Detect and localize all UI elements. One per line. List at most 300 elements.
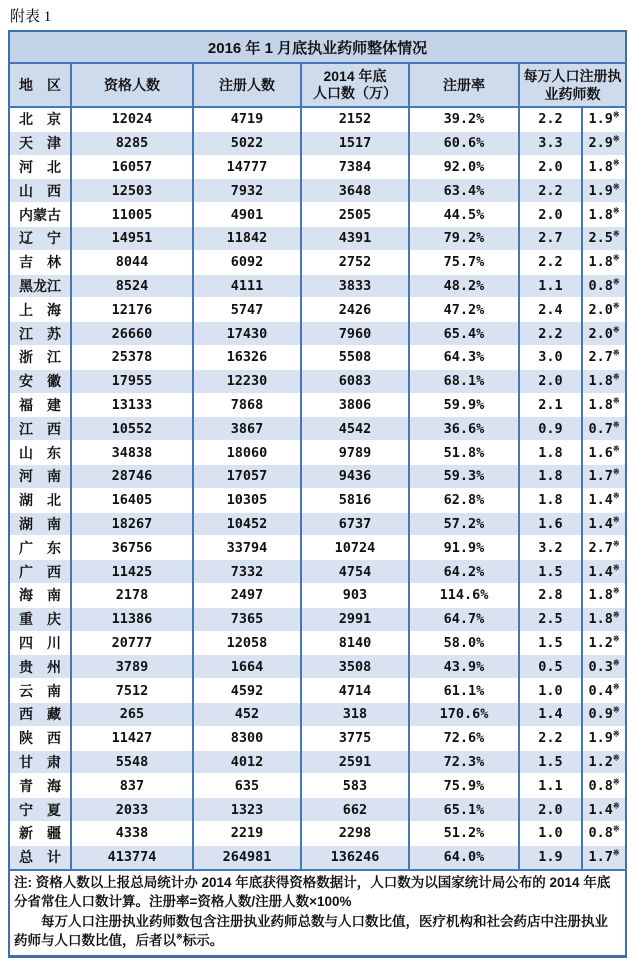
per10k-total-cell: 1.0 bbox=[519, 821, 582, 845]
store-mark: ※ bbox=[612, 229, 620, 239]
per10k-store-cell: 1.4※ bbox=[582, 798, 626, 822]
per10k-store-cell: 1.8※ bbox=[582, 250, 626, 274]
population-cell: 7384 bbox=[301, 155, 409, 179]
store-mark: ※ bbox=[612, 182, 620, 192]
table-row bbox=[9, 631, 626, 655]
store-mark: ※ bbox=[612, 277, 620, 287]
registered-cell: 14777 bbox=[193, 155, 301, 179]
population-cell: 903 bbox=[301, 583, 409, 607]
qualified-cell: 8044 bbox=[71, 250, 193, 274]
population-cell: 8140 bbox=[301, 631, 409, 655]
qualified-cell: 11005 bbox=[71, 203, 193, 227]
registered-cell: 452 bbox=[193, 702, 301, 726]
qualified-cell: 36756 bbox=[71, 536, 193, 560]
registered-cell: 4719 bbox=[193, 107, 301, 131]
qualified-cell: 5548 bbox=[71, 750, 193, 774]
rate-cell: 68.1% bbox=[409, 369, 519, 393]
registered-cell: 11842 bbox=[193, 226, 301, 250]
registered-cell: 4901 bbox=[193, 203, 301, 227]
registered-cell: 12230 bbox=[193, 369, 301, 393]
region-cell: 陕 西 bbox=[9, 726, 71, 750]
population-cell: 2505 bbox=[301, 203, 409, 227]
per10k-total-cell: 2.2 bbox=[519, 179, 582, 203]
population-cell: 4754 bbox=[301, 560, 409, 584]
table-row bbox=[9, 845, 626, 869]
col-header-per10k: 每万人口注册执业药师数 bbox=[519, 63, 626, 107]
qualified-cell: 11427 bbox=[71, 726, 193, 750]
rate-cell: 65.4% bbox=[409, 322, 519, 346]
qualified-cell: 12503 bbox=[71, 179, 193, 203]
rate-cell: 91.9% bbox=[409, 536, 519, 560]
qualified-cell: 17955 bbox=[71, 369, 193, 393]
per10k-total-cell: 3.0 bbox=[519, 345, 582, 369]
qualified-cell: 11425 bbox=[71, 560, 193, 584]
population-cell: 2152 bbox=[301, 107, 409, 131]
per10k-total-cell: 0.5 bbox=[519, 655, 582, 679]
per10k-total-cell: 2.2 bbox=[519, 726, 582, 750]
footnote bbox=[9, 870, 626, 957]
per10k-store-cell: 0.8※ bbox=[582, 774, 626, 798]
per10k-store-cell: 1.9※ bbox=[582, 179, 626, 203]
store-mark: ※ bbox=[612, 444, 620, 454]
rate-cell: 51.2% bbox=[409, 821, 519, 845]
population-cell: 2426 bbox=[301, 298, 409, 322]
rate-cell: 44.5% bbox=[409, 203, 519, 227]
population-cell: 9789 bbox=[301, 441, 409, 465]
registered-cell: 17057 bbox=[193, 464, 301, 488]
per10k-store-cell: 1.9※ bbox=[582, 726, 626, 750]
footnote-para2-tail: 标示。 bbox=[182, 933, 224, 948]
region-cell: 福 建 bbox=[9, 393, 71, 417]
table-row bbox=[9, 536, 626, 560]
region-cell: 浙 江 bbox=[9, 345, 71, 369]
store-mark: ※ bbox=[612, 539, 620, 549]
population-cell: 6083 bbox=[301, 369, 409, 393]
region-cell: 江 西 bbox=[9, 417, 71, 441]
per10k-store-cell: 2.5※ bbox=[582, 226, 626, 250]
rate-cell: 75.7% bbox=[409, 250, 519, 274]
store-mark: ※ bbox=[612, 610, 620, 620]
qualified-cell: 34838 bbox=[71, 441, 193, 465]
registered-cell: 4592 bbox=[193, 679, 301, 703]
region-cell: 云 南 bbox=[9, 679, 71, 703]
table-row bbox=[9, 726, 626, 750]
table-row bbox=[9, 655, 626, 679]
col-header-population bbox=[301, 63, 409, 107]
store-mark: ※ bbox=[612, 801, 620, 810]
region-cell: 重 庆 bbox=[9, 607, 71, 631]
table-row bbox=[9, 226, 626, 250]
store-mark: ※ bbox=[612, 396, 620, 406]
per10k-total-cell: 0.9 bbox=[519, 417, 582, 441]
rate-cell: 61.1% bbox=[409, 679, 519, 703]
region-cell: 贵 州 bbox=[9, 655, 71, 679]
per10k-total-cell: 2.4 bbox=[519, 298, 582, 322]
table-row bbox=[9, 679, 626, 703]
population-cell: 136246 bbox=[301, 845, 409, 869]
store-mark: ※ bbox=[612, 848, 620, 858]
region-cell: 海 南 bbox=[9, 583, 71, 607]
population-cell: 3508 bbox=[301, 655, 409, 679]
per10k-store-cell: 2.7※ bbox=[582, 536, 626, 560]
registered-cell: 3867 bbox=[193, 417, 301, 441]
table-row bbox=[9, 179, 626, 203]
rate-cell: 65.1% bbox=[409, 798, 519, 822]
per10k-total-cell: 2.5 bbox=[519, 607, 582, 631]
per10k-total-cell: 2.0 bbox=[519, 369, 582, 393]
per10k-total-cell: 2.0 bbox=[519, 798, 582, 822]
region-cell: 辽 宁 bbox=[9, 226, 71, 250]
registered-cell: 5022 bbox=[193, 131, 301, 155]
table-row bbox=[9, 750, 626, 774]
region-cell: 吉 林 bbox=[9, 250, 71, 274]
registered-cell: 2219 bbox=[193, 821, 301, 845]
region-cell: 湖 南 bbox=[9, 512, 71, 536]
col-header-rate: 注册率 bbox=[409, 63, 519, 107]
qualified-cell: 265 bbox=[71, 702, 193, 726]
col-header-population-line1: 2014 年底 bbox=[323, 68, 387, 84]
population-cell: 3648 bbox=[301, 179, 409, 203]
qualified-cell: 8524 bbox=[71, 274, 193, 298]
per10k-store-cell: 1.6※ bbox=[582, 441, 626, 465]
region-cell: 安 徽 bbox=[9, 369, 71, 393]
table-row bbox=[9, 821, 626, 845]
per10k-total-cell: 3.2 bbox=[519, 536, 582, 560]
population-cell: 5508 bbox=[301, 345, 409, 369]
table-row bbox=[9, 155, 626, 179]
qualified-cell: 837 bbox=[71, 774, 193, 798]
col-header-registered: 注册人数 bbox=[193, 63, 301, 107]
region-cell: 天 津 bbox=[9, 131, 71, 155]
registered-cell: 17430 bbox=[193, 322, 301, 346]
table-row bbox=[9, 298, 626, 322]
footnote-para2 bbox=[14, 912, 621, 951]
qualified-cell: 26660 bbox=[71, 322, 193, 346]
qualified-cell: 4338 bbox=[71, 821, 193, 845]
per10k-store-cell: 0.3※ bbox=[582, 655, 626, 679]
per10k-total-cell: 1.4 bbox=[519, 702, 582, 726]
qualified-cell: 14951 bbox=[71, 226, 193, 250]
pharmacist-stats-table bbox=[8, 30, 627, 958]
population-cell: 3775 bbox=[301, 726, 409, 750]
qualified-cell: 16057 bbox=[71, 155, 193, 179]
region-cell: 青 海 bbox=[9, 774, 71, 798]
per10k-store-cell: 1.4※ bbox=[582, 560, 626, 584]
registered-cell: 5747 bbox=[193, 298, 301, 322]
region-cell: 宁 夏 bbox=[9, 798, 71, 822]
population-cell: 10724 bbox=[301, 536, 409, 560]
store-mark: ※ bbox=[612, 372, 620, 382]
registered-cell: 1664 bbox=[193, 655, 301, 679]
region-cell: 四 川 bbox=[9, 631, 71, 655]
population-cell: 3806 bbox=[301, 393, 409, 417]
per10k-total-cell: 1.0 bbox=[519, 679, 582, 703]
population-cell: 4391 bbox=[301, 226, 409, 250]
col-header-qualified: 资格人数 bbox=[71, 63, 193, 107]
region-cell: 江 苏 bbox=[9, 322, 71, 346]
registered-cell: 16326 bbox=[193, 345, 301, 369]
rate-cell: 57.2% bbox=[409, 512, 519, 536]
per10k-total-cell: 2.2 bbox=[519, 322, 582, 346]
per10k-store-cell: 1.8※ bbox=[582, 607, 626, 631]
per10k-total-cell: 1.5 bbox=[519, 631, 582, 655]
rate-cell: 48.2% bbox=[409, 274, 519, 298]
qualified-cell: 11386 bbox=[71, 607, 193, 631]
table-row bbox=[9, 488, 626, 512]
table-row bbox=[9, 607, 626, 631]
col-header-population-line2: 人口数（万） bbox=[313, 85, 397, 101]
rate-cell: 51.8% bbox=[409, 441, 519, 465]
footnote-mark: ※ bbox=[176, 932, 183, 942]
per10k-total-cell: 2.8 bbox=[519, 583, 582, 607]
table-body bbox=[9, 107, 626, 870]
per10k-total-cell: 1.1 bbox=[519, 774, 582, 798]
rate-cell: 75.9% bbox=[409, 774, 519, 798]
registered-cell: 7932 bbox=[193, 179, 301, 203]
per10k-total-cell: 2.0 bbox=[519, 155, 582, 179]
region-cell: 上 海 bbox=[9, 298, 71, 322]
registered-cell: 8300 bbox=[193, 726, 301, 750]
table-row bbox=[9, 798, 626, 822]
region-cell: 新 疆 bbox=[9, 821, 71, 845]
qualified-cell: 12024 bbox=[71, 107, 193, 131]
per10k-total-cell: 2.1 bbox=[519, 393, 582, 417]
rate-cell: 72.6% bbox=[409, 726, 519, 750]
rate-cell: 47.2% bbox=[409, 298, 519, 322]
qualified-cell: 13133 bbox=[71, 393, 193, 417]
qualified-cell: 20777 bbox=[71, 631, 193, 655]
registered-cell: 4012 bbox=[193, 750, 301, 774]
per10k-store-cell: 1.2※ bbox=[582, 750, 626, 774]
table-row bbox=[9, 107, 626, 131]
qualified-cell: 25378 bbox=[71, 345, 193, 369]
region-cell: 总 计 bbox=[9, 845, 71, 869]
rate-cell: 36.6% bbox=[409, 417, 519, 441]
store-mark: ※ bbox=[612, 301, 620, 311]
qualified-cell: 2033 bbox=[71, 798, 193, 822]
region-cell: 广 东 bbox=[9, 536, 71, 560]
store-mark: ※ bbox=[612, 586, 620, 596]
per10k-store-cell: 0.8※ bbox=[582, 274, 626, 298]
region-cell: 广 西 bbox=[9, 560, 71, 584]
table-row bbox=[9, 512, 626, 536]
population-cell: 7960 bbox=[301, 322, 409, 346]
store-mark: ※ bbox=[612, 515, 620, 525]
population-cell: 6737 bbox=[301, 512, 409, 536]
region-cell: 湖 北 bbox=[9, 488, 71, 512]
qualified-cell: 3789 bbox=[71, 655, 193, 679]
registered-cell: 7868 bbox=[193, 393, 301, 417]
population-cell: 583 bbox=[301, 774, 409, 798]
qualified-cell: 8285 bbox=[71, 131, 193, 155]
store-mark: ※ bbox=[612, 420, 620, 430]
population-cell: 1517 bbox=[301, 131, 409, 155]
per10k-store-cell: 1.8※ bbox=[582, 155, 626, 179]
region-cell: 山 东 bbox=[9, 441, 71, 465]
population-cell: 4542 bbox=[301, 417, 409, 441]
table-row bbox=[9, 274, 626, 298]
rate-cell: 72.3% bbox=[409, 750, 519, 774]
region-cell: 山 西 bbox=[9, 179, 71, 203]
table-row bbox=[9, 345, 626, 369]
store-mark: ※ bbox=[612, 658, 620, 668]
table-row bbox=[9, 203, 626, 227]
qualified-cell: 28746 bbox=[71, 464, 193, 488]
store-mark: ※ bbox=[612, 705, 620, 715]
rate-cell: 39.2% bbox=[409, 107, 519, 131]
rate-cell: 92.0% bbox=[409, 155, 519, 179]
registered-cell: 10452 bbox=[193, 512, 301, 536]
qualified-cell: 2178 bbox=[71, 583, 193, 607]
region-cell: 河 南 bbox=[9, 464, 71, 488]
table-row bbox=[9, 393, 626, 417]
table-row bbox=[9, 464, 626, 488]
table-title: 2016 年 1 月底执业药师整体情况 bbox=[9, 31, 626, 63]
table-row bbox=[9, 369, 626, 393]
per10k-total-cell: 1.6 bbox=[519, 512, 582, 536]
registered-cell: 635 bbox=[193, 774, 301, 798]
table-row bbox=[9, 131, 626, 155]
col-header-region: 地 区 bbox=[9, 63, 71, 107]
population-cell: 318 bbox=[301, 702, 409, 726]
rate-cell: 64.3% bbox=[409, 345, 519, 369]
population-cell: 3833 bbox=[301, 274, 409, 298]
table-header-row bbox=[9, 63, 626, 107]
registered-cell: 10305 bbox=[193, 488, 301, 512]
population-cell: 2752 bbox=[301, 250, 409, 274]
store-mark: ※ bbox=[612, 777, 620, 787]
region-cell: 河 北 bbox=[9, 155, 71, 179]
population-cell: 2991 bbox=[301, 607, 409, 631]
population-cell: 4714 bbox=[301, 679, 409, 703]
rate-cell: 59.3% bbox=[409, 464, 519, 488]
store-mark: ※ bbox=[612, 491, 620, 501]
registered-cell: 4111 bbox=[193, 274, 301, 298]
per10k-store-cell: 0.8※ bbox=[582, 821, 626, 845]
rate-cell: 62.8% bbox=[409, 488, 519, 512]
store-mark: ※ bbox=[612, 729, 620, 739]
region-cell: 北 京 bbox=[9, 107, 71, 131]
registered-cell: 7365 bbox=[193, 607, 301, 631]
store-mark: ※ bbox=[612, 134, 620, 144]
table-row bbox=[9, 322, 626, 346]
per10k-total-cell: 3.3 bbox=[519, 131, 582, 155]
registered-cell: 7332 bbox=[193, 560, 301, 584]
per10k-store-cell: 2.0※ bbox=[582, 322, 626, 346]
per10k-total-cell: 1.1 bbox=[519, 274, 582, 298]
table-row bbox=[9, 774, 626, 798]
rate-cell: 114.6% bbox=[409, 583, 519, 607]
store-mark: ※ bbox=[612, 253, 620, 263]
table-row bbox=[9, 250, 626, 274]
per10k-total-cell: 1.5 bbox=[519, 750, 582, 774]
region-cell: 甘 肃 bbox=[9, 750, 71, 774]
population-cell: 2591 bbox=[301, 750, 409, 774]
per10k-total-cell: 2.0 bbox=[519, 203, 582, 227]
per10k-store-cell: 1.7※ bbox=[582, 845, 626, 869]
store-mark: ※ bbox=[612, 824, 620, 834]
table-row bbox=[9, 560, 626, 584]
rate-cell: 64.7% bbox=[409, 607, 519, 631]
per10k-total-cell: 1.8 bbox=[519, 488, 582, 512]
table-row bbox=[9, 441, 626, 465]
store-mark: ※ bbox=[612, 682, 620, 692]
population-cell: 2298 bbox=[301, 821, 409, 845]
per10k-store-cell: 1.7※ bbox=[582, 464, 626, 488]
per10k-total-cell: 1.8 bbox=[519, 464, 582, 488]
region-cell: 内蒙古 bbox=[9, 203, 71, 227]
per10k-store-cell: 1.4※ bbox=[582, 512, 626, 536]
rate-cell: 60.6% bbox=[409, 131, 519, 155]
per10k-store-cell: 1.2※ bbox=[582, 631, 626, 655]
registered-cell: 264981 bbox=[193, 845, 301, 869]
region-cell: 黑龙江 bbox=[9, 274, 71, 298]
store-mark: ※ bbox=[612, 325, 620, 335]
store-mark: ※ bbox=[612, 158, 620, 168]
per10k-store-cell: 0.9※ bbox=[582, 702, 626, 726]
region-cell: 西 藏 bbox=[9, 702, 71, 726]
per10k-store-cell: 0.7※ bbox=[582, 417, 626, 441]
per10k-store-cell: 1.4※ bbox=[582, 488, 626, 512]
store-mark: ※ bbox=[612, 206, 620, 216]
per10k-store-cell: 2.7※ bbox=[582, 345, 626, 369]
per10k-total-cell: 1.9 bbox=[519, 845, 582, 869]
population-cell: 9436 bbox=[301, 464, 409, 488]
per10k-store-cell: 0.4※ bbox=[582, 679, 626, 703]
rate-cell: 79.2% bbox=[409, 226, 519, 250]
population-cell: 5816 bbox=[301, 488, 409, 512]
store-mark: ※ bbox=[612, 563, 620, 573]
rate-cell: 64.0% bbox=[409, 845, 519, 869]
footnote-row bbox=[9, 870, 626, 957]
qualified-cell: 7512 bbox=[71, 679, 193, 703]
table-row bbox=[9, 417, 626, 441]
store-mark: ※ bbox=[612, 110, 620, 120]
registered-cell: 6092 bbox=[193, 250, 301, 274]
registered-cell: 33794 bbox=[193, 536, 301, 560]
table-row bbox=[9, 702, 626, 726]
rate-cell: 58.0% bbox=[409, 631, 519, 655]
table-title-row bbox=[9, 31, 626, 63]
rate-cell: 43.9% bbox=[409, 655, 519, 679]
registered-cell: 18060 bbox=[193, 441, 301, 465]
registered-cell: 12058 bbox=[193, 631, 301, 655]
store-mark: ※ bbox=[612, 753, 620, 763]
per10k-store-cell: 1.8※ bbox=[582, 203, 626, 227]
registered-cell: 1323 bbox=[193, 798, 301, 822]
footnote-para1: 注: 资格人数以上报总局统计办 2014 年底获得资格数据计，人口数为以国家统计局公布的 2014 年底分省常住人口数计算。注册率=资格人数/注册人数×100% bbox=[14, 874, 611, 909]
registered-cell: 2497 bbox=[193, 583, 301, 607]
footnote-para2-text: 每万人口注册执业药师数包含注册执业药师总数与人口数比值，医疗机构和社会药店中注册执业药师与人口数比值，后者以 bbox=[14, 913, 608, 948]
per10k-total-cell: 2.2 bbox=[519, 250, 582, 274]
rate-cell: 64.2% bbox=[409, 560, 519, 584]
per10k-total-cell: 1.8 bbox=[519, 441, 582, 465]
per10k-store-cell: 1.8※ bbox=[582, 393, 626, 417]
qualified-cell: 413774 bbox=[71, 845, 193, 869]
per10k-store-cell: 1.8※ bbox=[582, 583, 626, 607]
per10k-total-cell: 2.7 bbox=[519, 226, 582, 250]
doc-label: 附表 1 bbox=[10, 9, 52, 25]
rate-cell: 170.6% bbox=[409, 702, 519, 726]
table-row bbox=[9, 583, 626, 607]
per10k-store-cell: 1.9※ bbox=[582, 107, 626, 131]
per10k-store-cell: 1.8※ bbox=[582, 369, 626, 393]
store-mark: ※ bbox=[612, 467, 620, 477]
population-cell: 662 bbox=[301, 798, 409, 822]
per10k-store-cell: 2.0※ bbox=[582, 298, 626, 322]
store-mark: ※ bbox=[612, 634, 620, 644]
qualified-cell: 12176 bbox=[71, 298, 193, 322]
